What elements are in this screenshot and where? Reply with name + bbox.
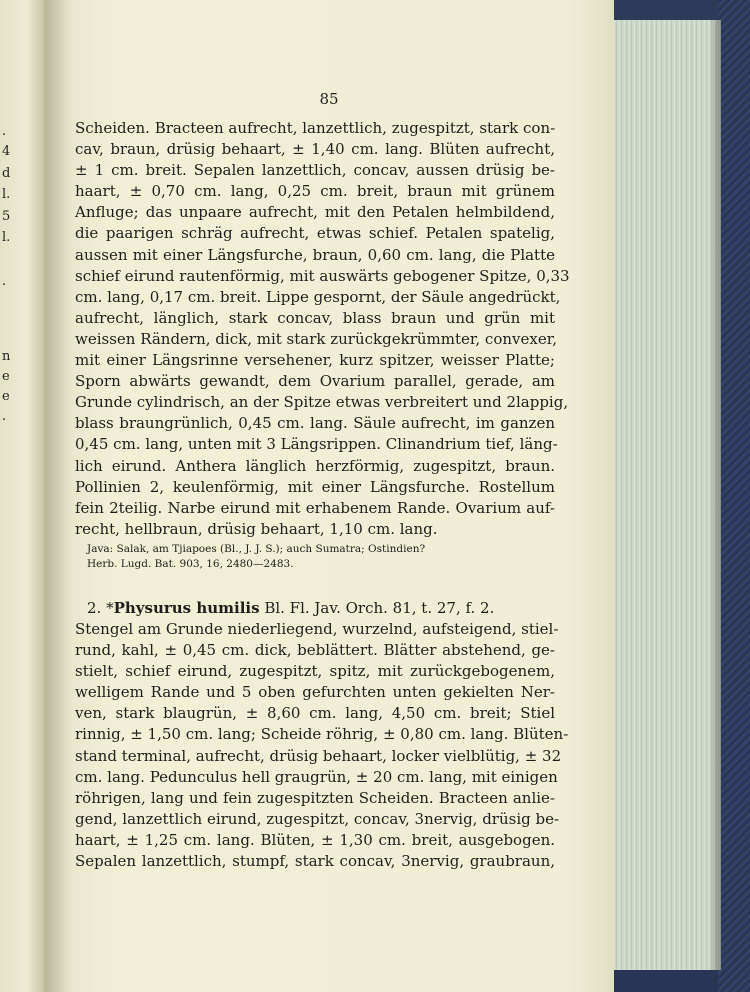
text-line: blass braungrünlich, 0,45 cm. lang. Säule aufrecht, im ganzen [75, 414, 555, 433]
paragraph-1 [75, 118, 570, 540]
text-line: 0,45 cm. lang, unten mit 3 Längsrippen. Clinandrium tief, läng- [75, 435, 558, 454]
text-line: Scheiden. Bracteen aufrecht, lanzettlich, zugespitzt, stark con- [75, 119, 556, 137]
herbarium-note: Herb. Lugd. Bat. 903, 16, 2480—2483. [87, 557, 294, 570]
text-line: ± 1 cm. breit. Sepalen lanzettlich, concav, aussen drüsig be- [75, 161, 555, 180]
text-line: cm. lang, 0,17 cm. breit. Lippe gespornt, der Säule angedrückt, [75, 287, 561, 306]
left-page-char: e [2, 389, 10, 404]
specimen-notes [75, 542, 555, 572]
text-line: mit einer Längsrinne versehener, kurz spitzer, weisser Platte; [75, 351, 555, 370]
text-line: röhrigen, lang und fein zugespitzten Scheiden. Bracteen anlie- [75, 788, 555, 807]
text-line: schief eirund rautenförmig, mit auswärts gebogener Spitze, 0,33 [75, 266, 570, 285]
left-page-fragment [0, 0, 44, 992]
left-page-char: n [2, 349, 11, 364]
locality-note: Java: Salak, am Tjiapoes (Bl., J. J. S.); auch Sumatra; Ostindien? [87, 542, 426, 555]
book-page [44, 0, 614, 992]
book-cover-cloth [718, 0, 750, 992]
left-page-char: . [2, 274, 7, 289]
left-page-char: . [2, 124, 7, 139]
page-number: 85 [319, 90, 339, 108]
paragraph-2 [75, 619, 569, 872]
text-line: rinnig, ± 1,50 cm. lang; Scheide röhrig, ± 0,80 cm. lang. Blüten- [75, 725, 569, 744]
text-line: rund, kahl, ± 0,45 cm. dick, beblättert. Blätter abstehend, ge- [75, 641, 555, 660]
left-page-char: . [2, 409, 7, 424]
text-line: weissen Rändern, dick, mit stark zurückgekrümmter, convexer, [75, 329, 558, 348]
text-line: aussen mit einer Längsfurche, braun, 0,60 cm. lang, die Platte [75, 245, 555, 264]
species-name: Physurus humilis [113, 598, 260, 617]
text-line: haart, ± 1,25 cm. lang. Blüten, ± 1,30 cm. breit, ausgebogen. [75, 830, 555, 849]
left-page-char: 4 [2, 144, 11, 159]
text-line: Anfluge; das unpaare aufrecht, mit den Petalen helmbildend, [75, 203, 555, 222]
page-edges [612, 20, 721, 970]
left-page-char: d [2, 166, 11, 181]
species-citation: Bl. Fl. Jav. Orch. 81, t. 27, f. 2. [259, 598, 495, 617]
species-number: 2. * [87, 598, 114, 617]
text-line: cm. lang. Pedunculus hell graugrün, ± 20 cm. lang, mit einigen [75, 767, 558, 786]
text-line: lich eirund. Anthera länglich herzförmig, zugespitzt, braun. [75, 456, 555, 475]
text-line: Pollinien 2, keulenförmig, mit einer Längsfurche. Rostellum [75, 477, 555, 496]
text-line: stielt, schief eirund, zugespitzt, spitz, mit zurückgebogenem, [75, 662, 555, 681]
left-page-char: 5 [2, 209, 11, 224]
left-page-char: e [2, 369, 10, 384]
text-line: haart, ± 0,70 cm. lang, 0,25 cm. breit, braun mit grünem [75, 182, 555, 201]
text-line: Stengel am Grunde niederliegend, wurzelnd, aufsteigend, stiel- [75, 619, 559, 638]
text-line: gend, lanzettlich eirund, zugespitzt, concav, 3nervig, drüsig be- [75, 809, 560, 828]
species-heading [87, 598, 555, 619]
text-line: die paarigen schräg aufrecht, etwas schief. Petalen spatelig, [75, 224, 555, 243]
text-line: Sepalen lanzettlich, stumpf, stark concav, 3nervig, graubraun, [75, 852, 555, 870]
page-body [75, 118, 570, 872]
text-line: recht, hellbraun, drüsig behaart, 1,10 cm. lang. [75, 519, 438, 538]
text-line: ven, stark blaugrün, ± 8,60 cm. lang, 4,50 cm. breit; Stiel [75, 704, 555, 723]
left-page-char: l. [2, 187, 11, 202]
text-line: cav, braun, drüsig behaart, ± 1,40 cm. lang. Blüten aufrecht, [75, 140, 555, 159]
text-line: fein 2teilig. Narbe eirund mit erhabenem Rande. Ovarium auf- [75, 498, 555, 517]
text-line: aufrecht, länglich, stark concav, blass braun und grün mit [75, 308, 555, 327]
left-page-char: l. [2, 230, 11, 245]
text-line: Grunde cylindrisch, an der Spitze etwas verbreitert und 2lappig, [75, 393, 569, 412]
text-line: stand terminal, aufrecht, drüsig behaart, locker vielblütig, ± 32 [75, 746, 562, 765]
text-line: welligem Rande und 5 oben gefurchten unten gekielten Ner- [75, 683, 555, 702]
text-line: Sporn abwärts gewandt, dem Ovarium parallel, gerade, am [75, 372, 555, 391]
